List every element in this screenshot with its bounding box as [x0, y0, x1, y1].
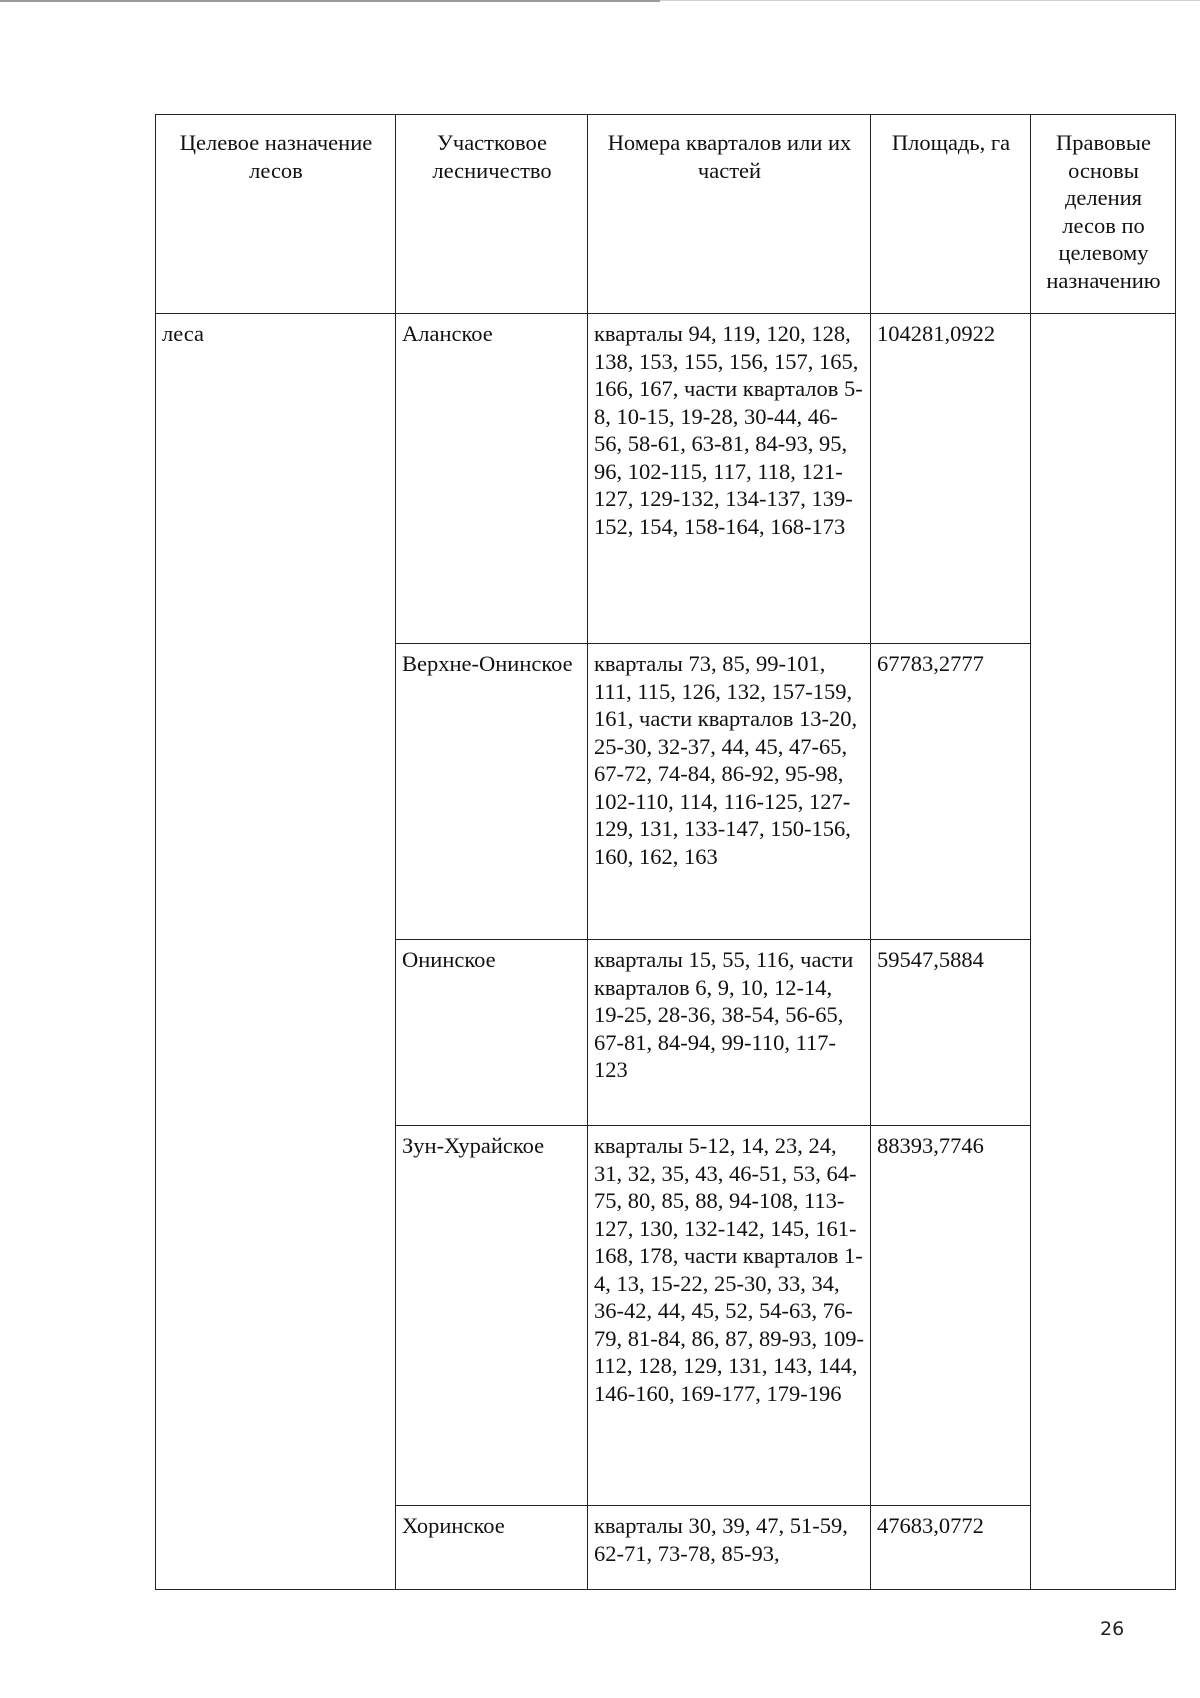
header-legal-basis: Правовые основы деления лесов по целевому назначению [1031, 115, 1176, 314]
quarters-cell: кварталы 94, 119, 120, 128, 138, 153, 155, 156, 157, 165, 166, 167, части кварталов 5-8, 10-15, 19-28, 30-44, 46-56, 58-61, 63-81, 84-93, 95, 96, 102-115, 117, 118, 121-127, 129-132, 134-137, 139-152, 154, 158-164, 168-173 [588, 314, 871, 644]
area-cell: 104281,0922 [871, 314, 1031, 644]
area-cell: 47683,0772 [871, 1506, 1031, 1590]
header-area: Площадь, га [871, 115, 1031, 314]
area-cell: 59547,5884 [871, 940, 1031, 1126]
area-cell: 67783,2777 [871, 644, 1031, 940]
district-cell: Зун-Хурайское [396, 1126, 588, 1506]
table-header-row [156, 115, 1176, 314]
quarters-cell: кварталы 73, 85, 99-101, 111, 115, 126, 132, 157-159, 161, части кварталов 13-20, 25-30, 32-37, 44, 45, 47-65, 67-72, 74-84, 86-92, 95-98, 102-110, 114, 116-125, 127-129, 131, 133-147, 150-156, 160, 162, 163 [588, 644, 871, 940]
district-cell: Онинское [396, 940, 588, 1126]
district-cell: Аланское [396, 314, 588, 644]
district-cell: Хоринское [396, 1506, 588, 1590]
quarters-cell: кварталы 15, 55, 116, части кварталов 6, 9, 10, 12-14, 19-25, 28-36, 38-54, 56-65, 67-81, 84-94, 99-110, 117-123 [588, 940, 871, 1126]
scan-edge-line [0, 0, 660, 2]
page-number: 26 [1100, 1618, 1125, 1640]
forest-purpose-table [155, 114, 1176, 1590]
purpose-cell: леса [156, 314, 396, 1590]
header-quarters: Номера кварталов или их частей [588, 115, 871, 314]
legal-basis-cell [1031, 314, 1176, 1590]
header-purpose: Целевое назначение лесов [156, 115, 396, 314]
district-cell: Верхне-Онинское [396, 644, 588, 940]
area-cell: 88393,7746 [871, 1126, 1031, 1506]
table-row [156, 314, 1176, 644]
header-district: Участковое лесничество [396, 115, 588, 314]
quarters-cell: кварталы 30, 39, 47, 51-59, 62-71, 73-78, 85-93, [588, 1506, 871, 1590]
scan-edge-line-faint [660, 0, 1200, 1]
quarters-cell: кварталы 5-12, 14, 23, 24, 31, 32, 35, 43, 46-51, 53, 64-75, 80, 85, 88, 94-108, 113-127, 130, 132-142, 145, 161-168, 178, части кварталов 1-4, 13, 15-22, 25-30, 33, 34, 36-42, 44, 45, 52, 54-63, 76-79, 81-84, 86, 87, 89-93, 109-112, 128, 129, 131, 143, 144, 146-160, 169-177, 179-196 [588, 1126, 871, 1506]
